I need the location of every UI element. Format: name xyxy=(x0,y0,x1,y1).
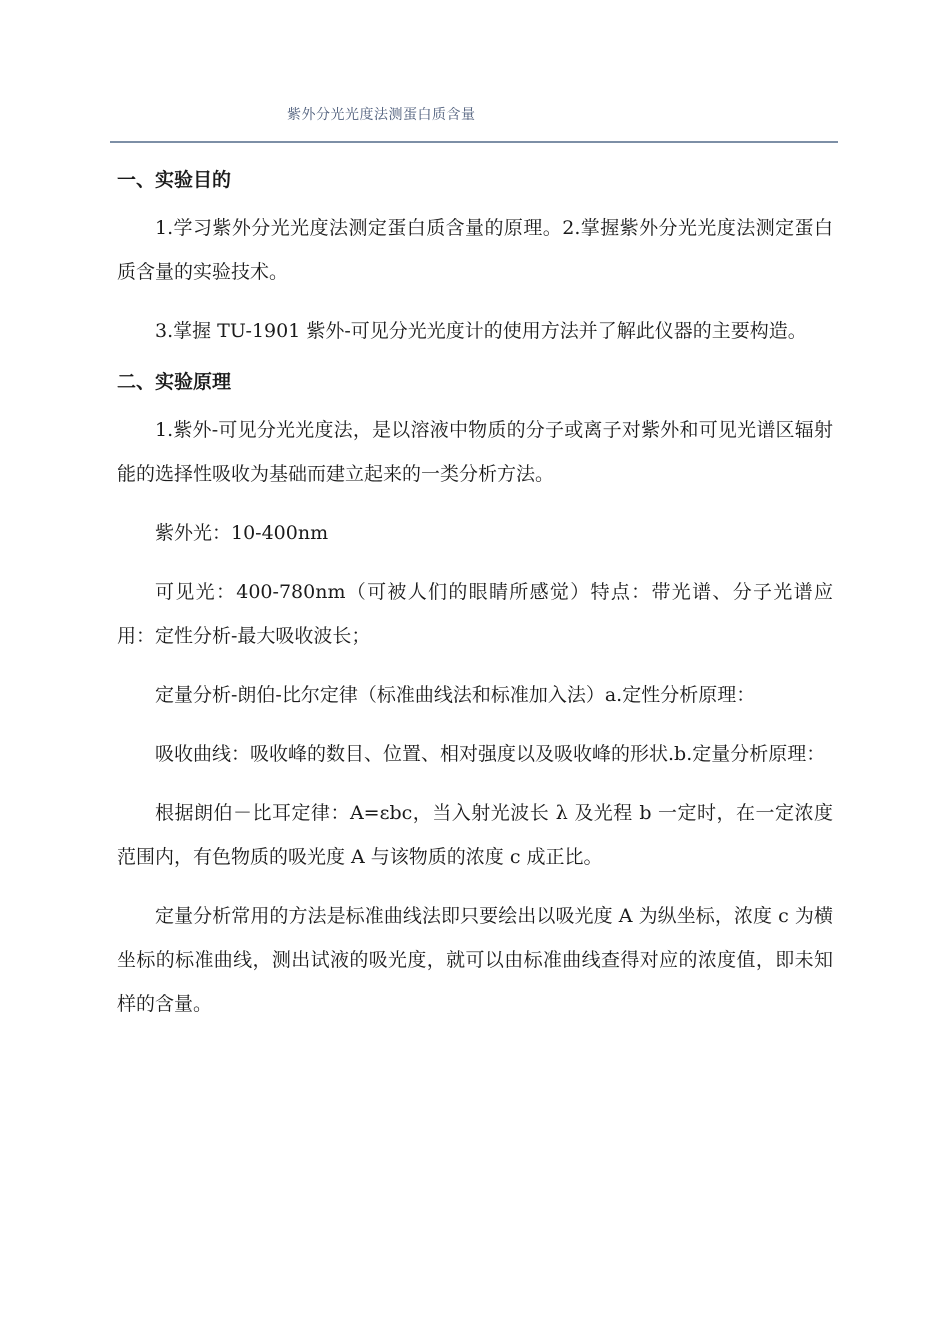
paragraph: 可见光：400-780nm（可被人们的眼睛所感觉）特点：带光谱、分子光谱应用：定性分析-最大吸收波长； xyxy=(117,581,833,647)
paragraph: 3.掌握 TU-1901 紫外-可见分光光度计的使用方法并了解此仪器的主要构造。 xyxy=(155,320,807,342)
paragraph: 1.紫外-可见分光光度法，是以溶液中物质的分子或离子对紫外和可见光谱区辐射能的选择性吸收为基础而建立起来的一类分析方法。 xyxy=(117,419,833,485)
section-heading-principle: 二、实验原理 xyxy=(117,371,232,393)
document-body xyxy=(117,166,833,1026)
paragraph: 定量分析常用的方法是标准曲线法即只要绘出以吸光度 A 为纵坐标，浓度 c 为横坐标的标准曲线，测出试液的吸光度，就可以由标准曲线查得对应的浓度值，即未知样的含量。 xyxy=(117,905,833,1015)
paragraph: 紫外光：10-400nm xyxy=(155,522,329,544)
paragraph: 定量分析-朗伯-比尔定律（标准曲线法和标准加入法）a.定性分析原理： xyxy=(155,684,756,706)
running-header-title: 紫外分光光度法测蛋白质含量 xyxy=(287,107,476,123)
header-divider xyxy=(110,141,838,143)
paragraph: 根据朗伯－比耳定律：A=εbc，当入射光波长 λ 及光程 b 一定时，在一定浓度范围内，有色物质的吸光度 A 与该物质的浓度 c 成正比。 xyxy=(117,802,833,868)
paragraph: 吸收曲线：吸收峰的数目、位置、相对强度以及吸收峰的形状.b.定量分析原理： xyxy=(155,743,826,765)
paragraph: 1.学习紫外分光光度法测定蛋白质含量的原理。2.掌握紫外分光光度法测定蛋白质含量的实验技术。 xyxy=(117,217,833,283)
section-heading-purpose: 一、实验目的 xyxy=(117,169,232,191)
